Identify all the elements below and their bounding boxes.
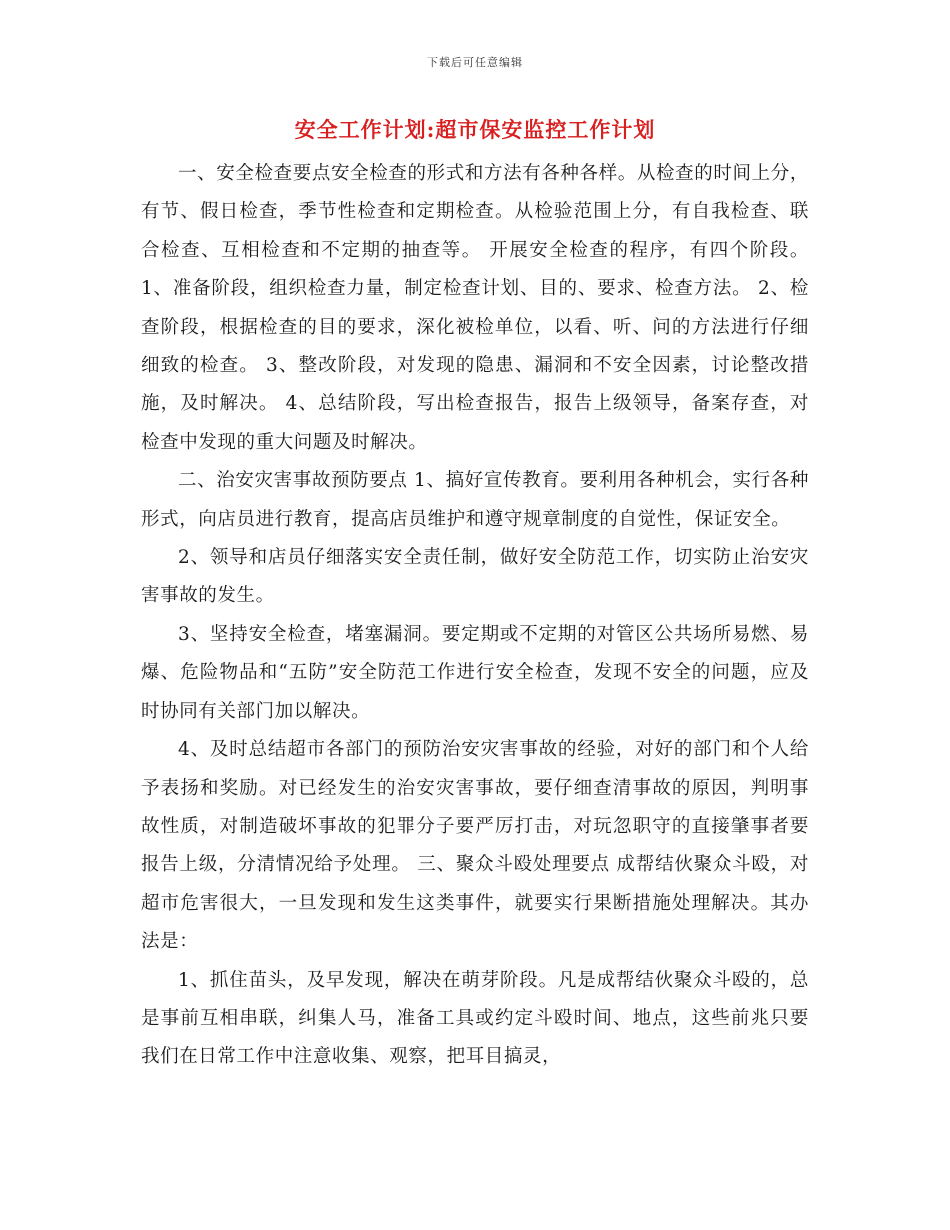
paragraph-accident-prevention: 二、治安灾害事故预防要点 1、搞好宣传教育。要利用各种机会，实行各种形式，向店员进行教育，提高店员维护和遵守规章制度的自觉性，保证安全。 [141, 470, 809, 530]
paragraph-responsibility: 2、领导和店员仔细落实安全责任制，做好安全防范工作，切实防止治安灾害事故的发生。 [141, 547, 809, 607]
document-body [141, 155, 809, 1077]
paragraph-inspection-loopholes: 3、坚持安全检查，堵塞漏洞。要定期或不定期的对管区公共场所易燃、易爆、危险物品和“五防”安全防范工作进行安全检查，发现不安全的问题，应及时协同有关部门加以解决。 [141, 623, 809, 722]
paragraph-early-detection: 1、抓住苗头，及早发现，解决在萌芽阶段。凡是成帮结伙聚众斗殴的，总是事前互相串联，纠集人马，准备工具或约定斗殴时间、地点，这些前兆只要我们在日常工作中注意收集、观察，把耳目搞灵， [141, 969, 809, 1068]
header-note: 下载后可任意编辑 [427, 56, 523, 69]
document-title: 安全工作计划:超市保安监控工作计划 [294, 117, 656, 142]
paragraph-summary-experience: 4、及时总结超市各部门的预防治安灾害事故的经验，对好的部门和个人给予表扬和奖励。对已经发生的治安灾害事故，要仔细查清事故的原因，判明事故性质，对制造破坏事故的犯罪分子要严厉打击，对玩忽职守的直接肇事者要报告上级，分清情况给予处理。 三、聚众斗殴处理要点 成帮结伙聚众斗殴，对超市危害很大，一旦发现和发生这类事件，就要实行果断措施处理解决。其办法是： [141, 739, 809, 953]
paragraph-safety-inspection: 一、安全检查要点安全检查的形式和方法有各种各样。从检查的时间上分，有节、假日检查，季节性检查和定期检查。从检验范围上分，有自我检查、联合检查、互相检查和不定期的抽查等。 开展安全检查的程序，有四个阶段。 1、准备阶段，组织检查力量，制定检查计划、目的、要求、检查方法。 2、检查阶段，根据检查的目的要求，深化被检单位，以看、听、问的方法进行仔细细致的检查。 3、整改阶段，对发现的隐患、漏洞和不安全因素，讨论整改措施，及时解决。 4、总结阶段，写出检查报告，报告上级领导，备案存查，对检查中发现的重大问题及时解决。 [141, 163, 809, 453]
